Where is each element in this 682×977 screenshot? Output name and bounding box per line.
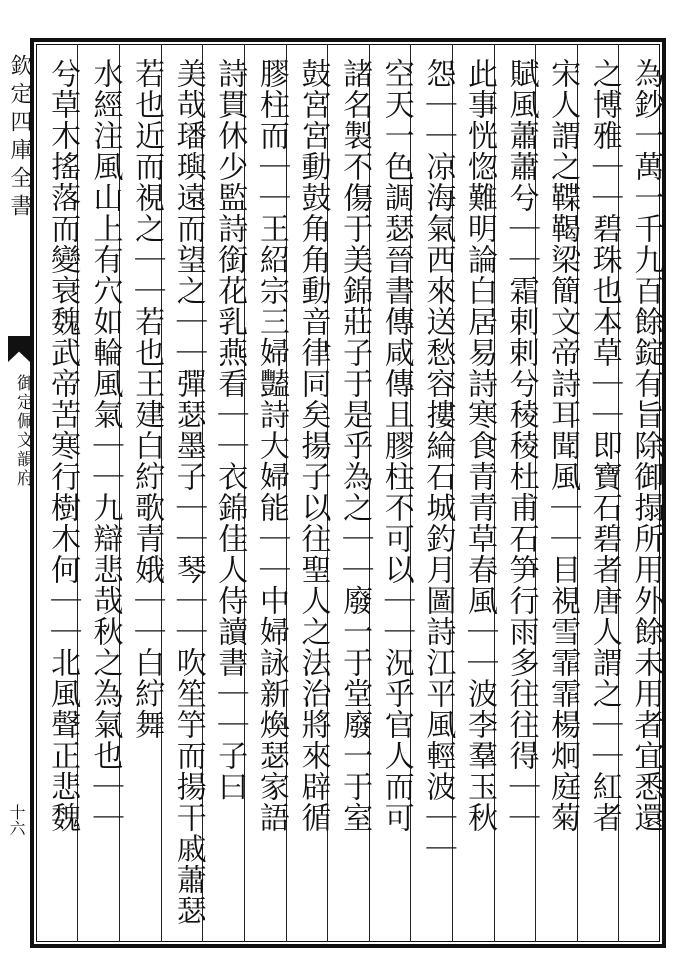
column-text: 之博雅｜｜碧珠也本草｜｜即寶石碧者唐人謂之｜｜紅者 [586,58,622,833]
column-text: 此事恍惚難明論白居易詩寒食青青草春風｜｜波李羣玉秋 [461,58,497,833]
column-text: 空天一色調瑟晉書傳咸傳且膠柱不可以｜｜況乎官人而可 [378,58,414,833]
column-text: 諸名製不傷于美錦莊子于是乎為之｜｜廢一于堂廢一于室 [337,58,373,833]
text-columns [36,44,664,942]
column-text: 若也近而視之｜｜若也王建白紵歌青娥｜｜白紵舞 [129,58,165,740]
column-text: 詩貫休少監詩銜花乳燕看｜｜衣錦佳人侍讀書｜｜子曰 [212,58,248,802]
column-text: 兮草木搖落而變衰魏武帝苦寒行樹木何｜｜北風聲正悲魏 [45,58,81,833]
margin-column [0,44,36,942]
column-text: 賦風蕭蕭兮｜｜霜剌剌兮稜稜杜甫石笋行雨多往往得｜｜ [503,58,539,833]
column-text: 水經注風山上有穴如輪風氣｜｜九辯悲哉秋之為氣也｜｜ [87,58,123,833]
fish-tail-mark [8,336,30,362]
page-number: 十六 [7,804,26,836]
column-text: 為鈔一萬一千九百餘錠有旨除御搨所用外餘未用者宜悉還 [628,58,664,833]
column-text: 鼓宮宮動鼓角角動音律同矣揚子以往聖人之法治將來辟循 [295,58,331,833]
column-text: 美哉璠璵遠而望之｜｜彈瑟墨子｜｜琴｜｜吹笙竽而揚干戚蕭瑟 [170,58,206,926]
text-column [36,44,81,942]
source-title: 御定佩文韻府 [13,374,33,488]
column-text: 宋人謂之鞢鞨梁簡文帝詩耳聞風｜｜目視雪霏霏楊炯庭菊 [545,58,581,833]
column-text: 膠柱而｜｜王紹宗三婦豔詩大婦能｜｜中婦詠新煥瑟家語 [253,58,289,833]
book-title: 欽定四庫全書 [7,54,32,222]
column-text: 怨｜｜凉海氣西來送愁容摟綸石城釣月圖詩江平風輕波｜｜ [420,58,456,864]
